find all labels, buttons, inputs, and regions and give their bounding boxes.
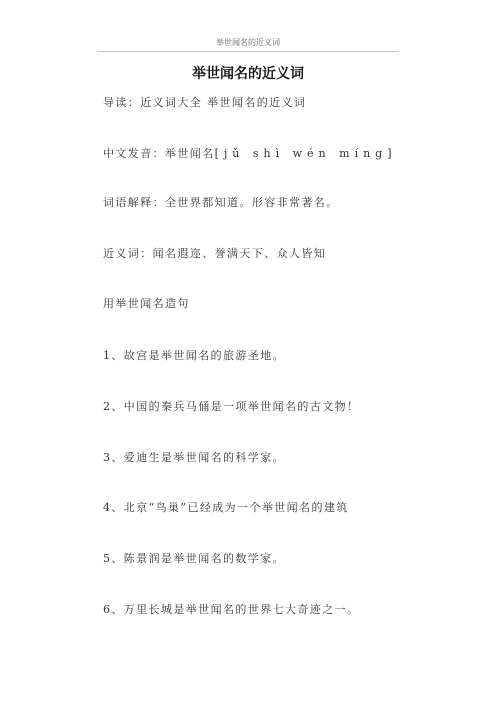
example-sentence: 6、万里长城是举世闻名的世界七大奇迹之一。	[103, 603, 360, 616]
synonyms-line: 近义词：闻名遐迩、誉满天下、众人皆知	[103, 247, 327, 260]
running-header: 举世闻名的近义词	[216, 38, 280, 47]
example-sentence: 5、陈景润是举世闻名的数学家。	[103, 552, 285, 565]
example-sentence: 4、北京“鸟巢”已经成为一个举世闻名的建筑	[103, 501, 349, 514]
pinyin-text: [jǔ shì wén míng]	[214, 147, 397, 160]
definition-line: 词语解释：全世界都知道。形容非常著名。	[103, 196, 339, 209]
header-divider	[97, 51, 399, 52]
pronunciation-label: 中文发音：举世闻名	[103, 147, 215, 160]
pronunciation-line	[103, 145, 397, 161]
example-sentence: 2、中国的秦兵马俑是一项举世闻名的古文物！	[103, 400, 360, 413]
example-sentence: 3、爱迪生是举世闻名的科学家。	[103, 451, 285, 464]
intro-line: 导读：近义词大全 举世闻名的近义词	[103, 96, 307, 109]
page-title: 举世闻名的近义词	[192, 66, 304, 82]
example-sentence: 1、故宫是举世闻名的旅游圣地。	[103, 349, 285, 362]
examples-heading: 用举世闻名造句	[103, 297, 190, 310]
